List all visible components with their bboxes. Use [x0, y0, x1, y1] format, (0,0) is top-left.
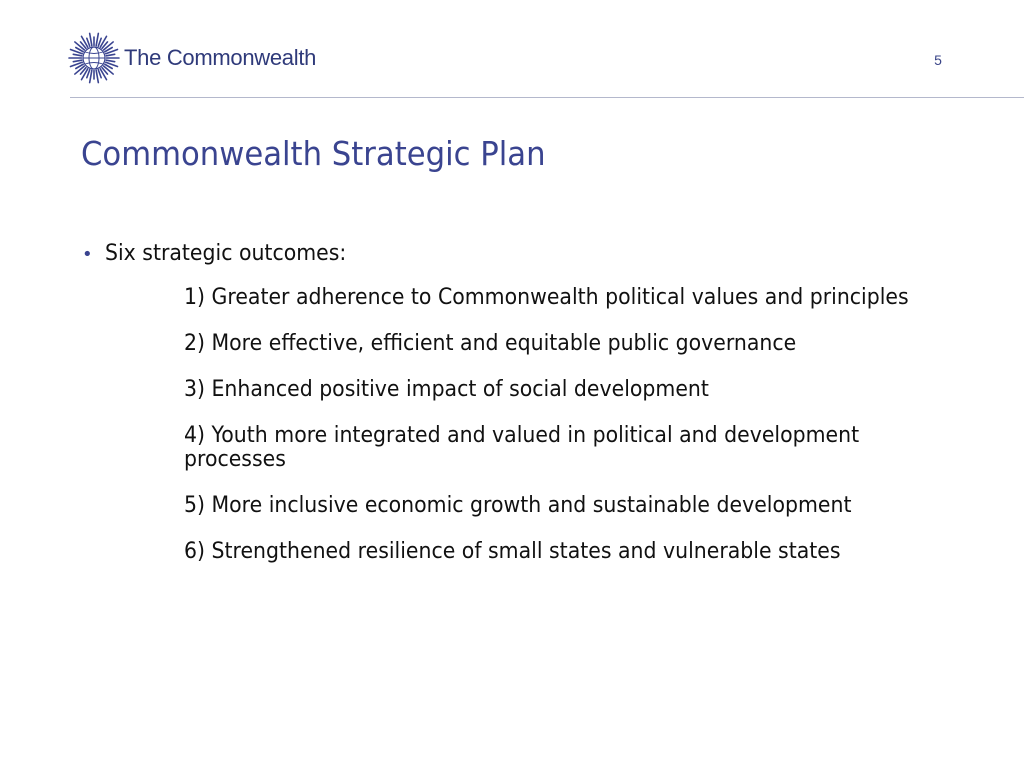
- slide-title: Commonwealth Strategic Plan: [81, 134, 546, 173]
- page-number: 5: [934, 52, 942, 68]
- outcome-item: 3) Enhanced positive impact of social development: [184, 377, 709, 402]
- bullet-icon: •: [82, 244, 93, 265]
- commonwealth-globe-icon: [68, 32, 120, 84]
- outcome-item: 4) Youth more integrated and valued in political and development processes: [184, 423, 860, 472]
- commonwealth-logo: [68, 32, 316, 84]
- outcome-item: 5) More inclusive economic growth and sustainable development: [184, 493, 852, 518]
- logo-text: The Commonwealth: [124, 45, 317, 70]
- outcomes-list: [184, 286, 974, 586]
- bullet-item: [82, 241, 364, 266]
- outcome-item: 6) Strengthened resilience of small states and vulnerable states: [184, 539, 841, 564]
- bullet-text: Six strategic outcomes:: [104, 241, 346, 266]
- header-divider: [70, 97, 1024, 98]
- outcome-item: 2) More effective, efficient and equitable public governance: [184, 331, 797, 356]
- slide-header: [0, 0, 1024, 98]
- outcome-item: 1) Greater adherence to Commonwealth political values and principles: [184, 285, 909, 310]
